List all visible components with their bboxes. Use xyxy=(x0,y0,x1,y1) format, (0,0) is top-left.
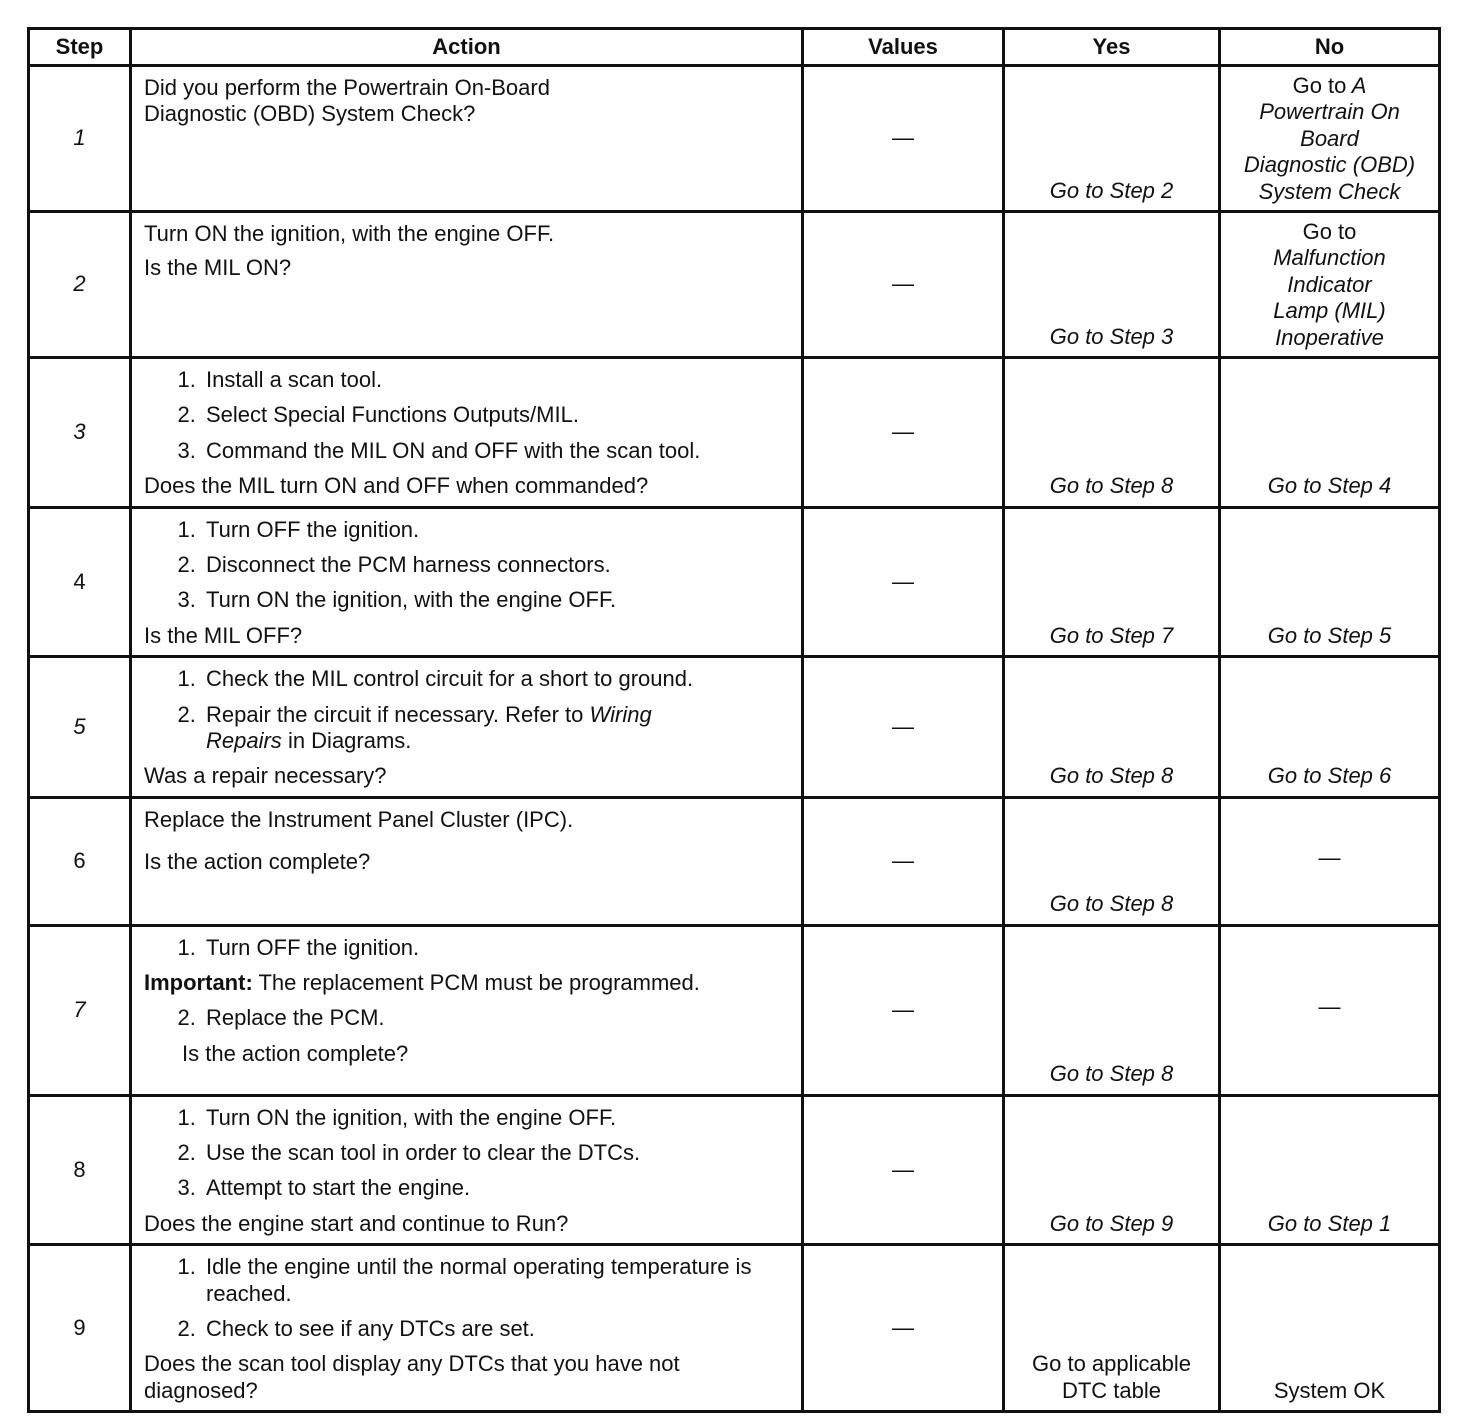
list-item: 1. Turn ON the ignition, with the engine OFF. xyxy=(202,1105,791,1131)
step-number: 6 xyxy=(29,797,131,925)
table-row xyxy=(29,507,1440,657)
values-cell: — xyxy=(803,1095,1004,1245)
no-value: System OK xyxy=(1220,1245,1440,1412)
list-item: 3. Turn ON the ignition, with the engine OFF. xyxy=(202,587,791,613)
question-text: Did you perform the Powertrain On-Board xyxy=(144,75,550,100)
important-text: The replacement PCM must be programmed. xyxy=(258,970,700,996)
values-cell: — xyxy=(803,212,1004,358)
yes-link[interactable]: Go to Step 8 xyxy=(1004,358,1220,508)
action-cell xyxy=(131,925,803,1095)
table-row xyxy=(29,1245,1440,1412)
no-link-text: Lamp (MIL) xyxy=(1273,298,1386,324)
instruction-list xyxy=(144,935,791,961)
header-values: Values xyxy=(803,29,1004,66)
no-link[interactable]: Go to Step 5 xyxy=(1220,507,1440,657)
table-row xyxy=(29,66,1440,212)
question-text: Does the engine start and continue to Run? xyxy=(144,1210,569,1236)
important-note xyxy=(144,970,791,996)
yes-link[interactable]: Go to Step 8 xyxy=(1004,797,1220,925)
header-yes: Yes xyxy=(1004,29,1220,66)
yes-link[interactable]: Go to Step 8 xyxy=(1004,925,1220,1095)
list-item: 2. Disconnect the PCM harness connectors. xyxy=(202,552,791,578)
question-text: Does the MIL turn ON and OFF when commanded? xyxy=(144,473,649,499)
values-cell: — xyxy=(803,1245,1004,1412)
no-link[interactable]: Go to Step 1 xyxy=(1220,1095,1440,1245)
list-item: 1. Idle the engine until the normal operating temperature is reached. xyxy=(202,1254,791,1307)
diagnostic-table xyxy=(27,27,1441,1413)
table-row xyxy=(29,1095,1440,1245)
no-link-text: Malfunction xyxy=(1273,245,1386,271)
step-number: 8 xyxy=(29,1095,131,1245)
table-row xyxy=(29,797,1440,925)
table-row xyxy=(29,212,1440,358)
header-step: Step xyxy=(29,29,131,66)
action-cell xyxy=(131,212,803,358)
list-item xyxy=(202,702,791,755)
yes-link[interactable]: Go to Step 8 xyxy=(1004,657,1220,798)
yes-link[interactable]: Go to Step 9 xyxy=(1004,1095,1220,1245)
no-link-text: Inoperative xyxy=(1275,324,1384,350)
wiring-repairs-link[interactable]: Wiring xyxy=(589,701,652,727)
yes-link[interactable]: Go to Step 2 xyxy=(1004,66,1220,212)
list-item: 1. Install a scan tool. xyxy=(202,367,791,393)
no-link-text: Indicator xyxy=(1287,271,1372,297)
step-number: 1 xyxy=(29,66,131,212)
values-cell: — xyxy=(803,925,1004,1095)
instruction-list xyxy=(144,367,791,464)
action-cell xyxy=(131,797,803,925)
no-link-text: A xyxy=(1351,73,1367,98)
question-text: Diagnostic (OBD) System Check? xyxy=(144,101,476,127)
step-number: 2 xyxy=(29,212,131,358)
step-number: 9 xyxy=(29,1245,131,1412)
step-number: 3 xyxy=(29,358,131,508)
instruction-list xyxy=(144,1254,791,1342)
question-text: Is the action complete? xyxy=(182,1040,409,1066)
list-item: 1. Check the MIL control circuit for a short to ground. xyxy=(202,666,791,692)
yes-link[interactable] xyxy=(1004,1245,1220,1412)
question-text: Is the MIL ON? xyxy=(144,255,292,281)
yes-link-text: DTC table xyxy=(1061,1377,1162,1403)
list-item: 2. Use the scan tool in order to clear the DTCs. xyxy=(202,1140,791,1166)
no-link-text: System Check xyxy=(1258,178,1401,204)
header-no: No xyxy=(1220,29,1440,66)
list-item: 2. Select Special Functions Outputs/MIL. xyxy=(202,402,791,428)
list-item: 1. Turn OFF the ignition. xyxy=(202,517,791,543)
step-number: 5 xyxy=(29,657,131,798)
list-item: 2. Check to see if any DTCs are set. xyxy=(202,1316,791,1342)
values-cell: — xyxy=(803,66,1004,212)
action-cell xyxy=(131,66,803,212)
values-cell: — xyxy=(803,797,1004,925)
list-item: 3. Command the MIL ON and OFF with the scan tool. xyxy=(202,438,791,464)
action-cell xyxy=(131,1095,803,1245)
list-item-text: in Diagrams. xyxy=(287,727,412,753)
question-text: Does the scan tool display any DTCs that you have not diagnosed? xyxy=(144,1351,680,1403)
question-text: Was a repair necessary? xyxy=(144,763,387,789)
no-prefix: Go to xyxy=(1292,73,1347,98)
no-link[interactable]: Go to Step 4 xyxy=(1220,358,1440,508)
instruction-text: Replace the Instrument Panel Cluster (IPC). xyxy=(144,806,574,832)
no-link-text: Powertrain On xyxy=(1259,99,1400,125)
list-item: 1. Turn OFF the ignition. xyxy=(202,935,791,961)
table-row xyxy=(29,358,1440,508)
instruction-text: Turn ON the ignition, with the engine OFF. xyxy=(144,221,555,246)
yes-link-text: Go to applicable xyxy=(1032,1351,1191,1377)
no-link[interactable]: Go to Step 6 xyxy=(1220,657,1440,798)
instruction-list xyxy=(144,1005,791,1031)
list-item-text: Repair the circuit if necessary. Refer to xyxy=(206,701,584,727)
step-number: 7 xyxy=(29,925,131,1095)
no-link-text: Board xyxy=(1300,125,1359,151)
no-prefix: Go to xyxy=(1302,219,1357,244)
important-label: Important: xyxy=(144,970,253,996)
yes-link[interactable]: Go to Step 3 xyxy=(1004,212,1220,358)
question-text: Is the action complete? xyxy=(144,849,371,875)
action-cell xyxy=(131,358,803,508)
action-cell xyxy=(131,657,803,798)
header-row xyxy=(29,29,1440,66)
list-item: 2. Replace the PCM. xyxy=(202,1005,791,1031)
values-cell: — xyxy=(803,657,1004,798)
wiring-repairs-link[interactable]: Repairs xyxy=(206,727,282,753)
list-item: 3. Attempt to start the engine. xyxy=(202,1175,791,1201)
no-value: — xyxy=(1220,925,1440,1095)
table-row xyxy=(29,925,1440,1095)
action-cell xyxy=(131,507,803,657)
header-action: Action xyxy=(131,29,803,66)
no-link[interactable] xyxy=(1220,66,1440,212)
table-row xyxy=(29,657,1440,798)
instruction-list xyxy=(144,1105,791,1202)
instruction-list xyxy=(144,517,791,614)
no-link[interactable] xyxy=(1220,212,1440,358)
action-cell xyxy=(131,1245,803,1412)
question-text: Is the MIL OFF? xyxy=(144,622,303,648)
step-number: 4 xyxy=(29,507,131,657)
instruction-list xyxy=(144,666,791,754)
no-link-text: Diagnostic (OBD) xyxy=(1243,152,1416,178)
values-cell: — xyxy=(803,358,1004,508)
no-value: — xyxy=(1220,797,1440,925)
yes-link[interactable]: Go to Step 7 xyxy=(1004,507,1220,657)
values-cell: — xyxy=(803,507,1004,657)
